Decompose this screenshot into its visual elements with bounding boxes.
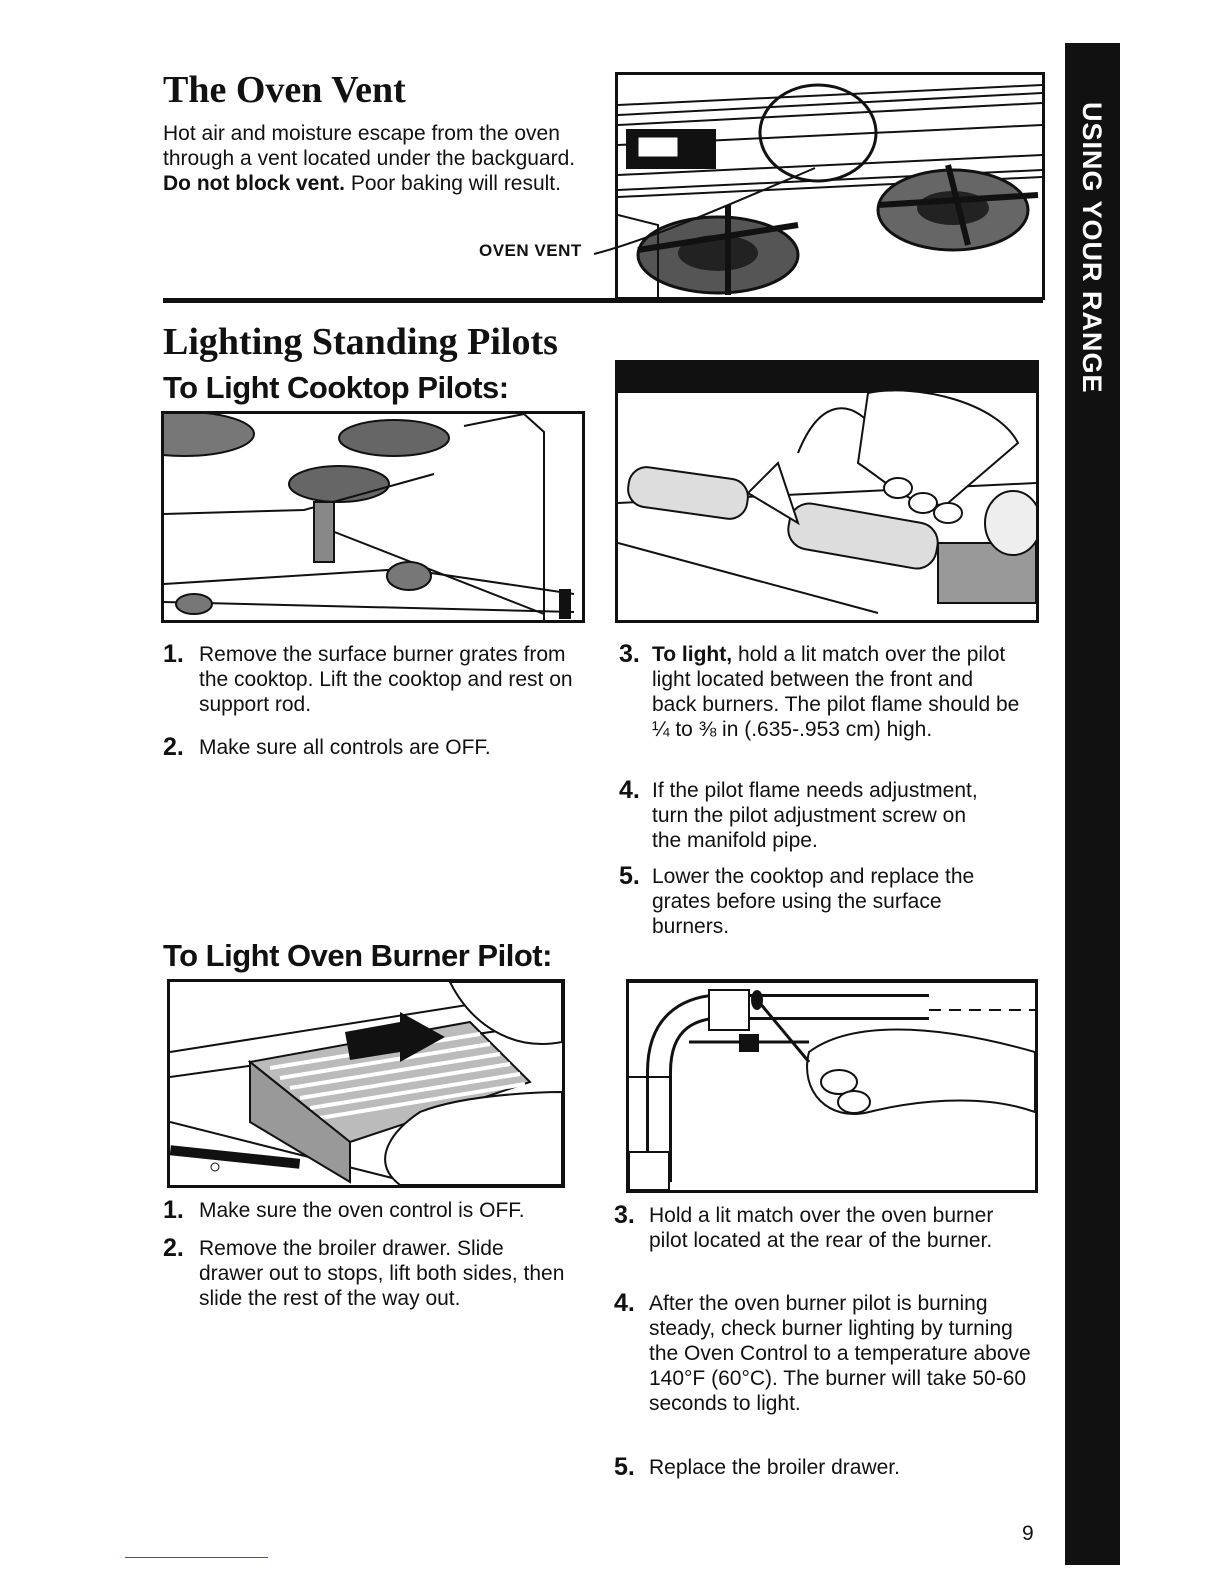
step-number: 3. <box>614 1201 635 1229</box>
step-number: 5. <box>619 862 640 890</box>
oven-pilot-match-illustration <box>626 979 1038 1193</box>
step-text: Replace the broiler drawer. <box>649 1456 900 1479</box>
cooktop-pilots-heading: To Light Cooktop Pilots: <box>163 370 509 405</box>
step-text <box>652 642 1022 742</box>
footer-rule <box>125 1557 268 1558</box>
step-text: Hold a lit match over the oven burner pilot located at the rear of the burner. <box>649 1204 994 1252</box>
oven-vent-warning: Do not block vent. <box>163 172 346 195</box>
step-text: Remove the surface burner grates from the cooktop. Lift the cooktop and rest on support rod. <box>199 643 573 716</box>
lighting-pilot-hand-illustration <box>615 360 1039 623</box>
section-divider <box>163 298 1043 303</box>
broiler-drawer-illustration <box>167 979 565 1188</box>
step-number: 1. <box>163 640 184 668</box>
cooktop-lifted-illustration <box>161 411 585 623</box>
sidebar-label: USING YOUR RANGE <box>1077 102 1107 394</box>
pilots-title: Lighting Standing Pilots <box>163 321 558 363</box>
oven-vent-title: The Oven Vent <box>163 69 406 111</box>
step-text: After the oven burner pilot is burning steady, check burner lighting by turning the Oven Control to a temperature above 140°F (60°C). The burner will take 50-60 seconds to light. <box>649 1292 1031 1415</box>
step-body: hold a lit match over the pilot light located between the front and back burners. The pilot flame should be ¼ to ⅜ in (.635-.953 cm) high. <box>652 643 1020 741</box>
cooktop-step-2 <box>163 735 583 765</box>
oven-step-5 <box>614 1455 1034 1485</box>
step-text: Make sure all controls are OFF. <box>199 736 491 759</box>
oven-vent-body-2: Poor baking will result. <box>350 172 561 195</box>
oven-step-1 <box>163 1198 583 1228</box>
oven-pilot-heading: To Light Oven Burner Pilot: <box>163 938 552 973</box>
oven-step-2 <box>163 1236 583 1316</box>
step-number: 2. <box>163 1234 184 1262</box>
step-number: 5. <box>614 1453 635 1481</box>
step-number: 4. <box>619 776 640 804</box>
cooktop-step-4 <box>619 778 1029 853</box>
oven-vent-callout-label: OVEN VENT <box>479 241 582 260</box>
step-text: Lower the cooktop and replace the grates before using the surface burners. <box>652 865 975 938</box>
step-text: If the pilot flame needs adjustment, turn the pilot adjustment screw on the manifold pipe. <box>652 779 978 852</box>
oven-vent-leader-line <box>590 160 820 270</box>
step-number: 1. <box>163 1196 184 1224</box>
step-bold-lead: To light, <box>652 643 733 666</box>
oven-step-3 <box>614 1203 1034 1278</box>
step-text: Make sure the oven control is OFF. <box>199 1199 525 1222</box>
step-number: 3. <box>619 640 640 668</box>
cooktop-step-5 <box>619 864 1029 939</box>
oven-vent-body <box>163 121 583 196</box>
oven-vent-body-1: Hot air and moisture escape from the oven through a vent located under the backguard. <box>163 122 576 170</box>
oven-step-4 <box>614 1291 1034 1446</box>
cooktop-step-1 <box>163 642 583 722</box>
cooktop-step-3 <box>619 642 1029 767</box>
step-number: 2. <box>163 733 184 761</box>
page-number: 9 <box>1022 1522 1034 1545</box>
step-number: 4. <box>614 1289 635 1317</box>
step-text: Remove the broiler drawer. Slide drawer out to stops, lift both sides, then slide the rest of the way out. <box>199 1237 565 1310</box>
